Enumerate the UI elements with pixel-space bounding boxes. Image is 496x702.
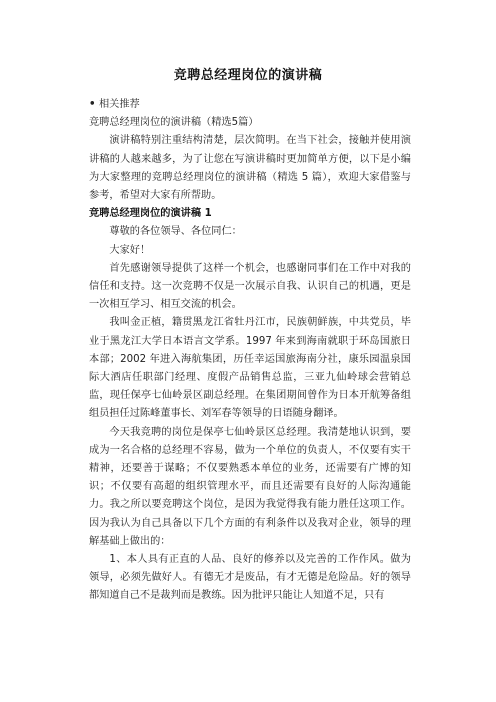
related-label: 相关推荐 (99, 99, 140, 110)
body-paragraph: 首先感谢领导提供了这样一个机会，也感谢同事们在工作中对我的信任和支持。这一次竞聘不仅是一次展示自我、认识自己的机遇，更是一次相互学习、相互交流的机会。 (89, 262, 411, 311)
document-body (89, 96, 411, 606)
greeting: 大家好！ (109, 244, 151, 256)
body-paragraph: 我叫金正植，籍贯黑龙江省牡丹江市，民族朝鲜族，中共党员，毕业于黑龙江大学日本语言文学系。1997 年来到海南就职于环岛国旅日本部；2002 年进入海航集团，历任幸运国旅海南分社，康乐园温泉国际大酒店任职部门经理、度假产品销售总监，三亚九仙岭球会营销总监，现任保亭七仙岭景区副总经理。在集团期间曾作为日本开航筹备组组员担任过陈峰董事长、刘军春等领导的日语随身翻译。 (89, 317, 411, 420)
salutation: 尊敬的各位领导、各位同仁： (109, 226, 242, 238)
body-paragraph: 今天我竞聘的岗位是保亭七仙岭景区总经理。我清楚地认识到，要成为一名合格的总经理不容易，做为一个单位的负责人，不仅要有实干精神，还要善于谋略；不仅要熟悉本单位的业务，还需要有广博的知识；不仅要有高超的组织管理水平，而且还需要有良好的人际沟通能力。我之所以要竞聘这个岗位，是因为我觉得我有能力胜任这项工作。因为我认为自己具备以下几个方面的有利条件以及我对企业，领导的理解基础上做出的： (89, 426, 411, 547)
related-heading (89, 96, 411, 114)
document-title: 竞聘总经理岗位的演讲稿 (173, 68, 323, 83)
intro-paragraph: 演讲稿特别注重结构清楚，层次简明。在当下社会，接触并使用演讲稿的人越来越多，为了让您在写演讲稿时更加简单方便，以下是小编为大家整理的竞聘总经理岗位的演讲稿（精选 5 篇），欢迎大家借鉴与参考，希望对大家有所帮助。 (89, 135, 411, 202)
bullet-icon: • (89, 99, 96, 110)
body-paragraph: 1、本人具有正直的人品、良好的修养以及完善的工作作风。做为领导，必须先做好人。有德无才是废品，有才无德是危险品。好的领导都知道自己不是裁判而是教练。因为批评只能让人知道不足，只有 (89, 554, 411, 602)
section-heading: 竞聘总经理岗位的演讲稿 1 (89, 208, 212, 220)
related-article-link[interactable]: 竞聘总经理岗位的演讲稿（精选5篇） (89, 117, 259, 129)
